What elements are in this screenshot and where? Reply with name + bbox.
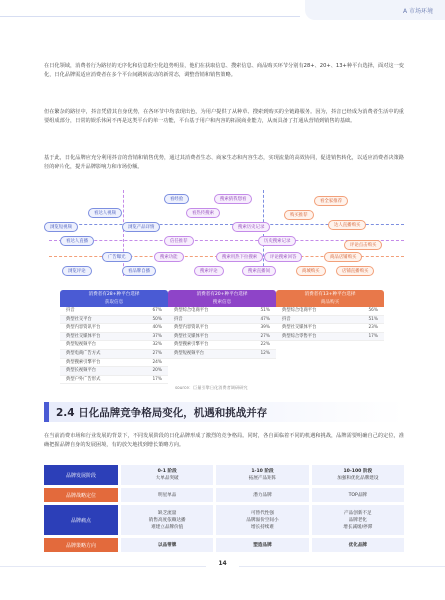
path-bubble: 搜索猜我想看 (214, 194, 252, 204)
grid-cell-line: 增长减缓/停滞 (343, 524, 373, 530)
paragraph-1: 在日化领域，消费者行为路径的无序化和信息粉尘化趋势明显，他们在获取信息、搜索信息、商品购买环节分别有28+、20+、13+种平台选择，面对这一变化，日化品牌需适应消费者在多个平台间跳转流动的新常态，调整营销和销售策略。 (44, 63, 404, 79)
grid-row (44, 505, 404, 535)
path-bubble: 看品牌自播 (122, 266, 156, 276)
grid-cell-line: 品牌老化 (348, 517, 368, 523)
grid-row-label: 品牌发展阶段 (44, 465, 118, 485)
table-row (60, 333, 168, 342)
grid-cell-line: 品牌溢价空间小 (246, 517, 279, 523)
grid-row-label: 品牌策略方向 (44, 538, 118, 552)
table-search-info (168, 290, 276, 359)
grid-row (44, 538, 404, 552)
table-subtitle: 搜索信息 (212, 300, 232, 305)
table-row (60, 316, 168, 325)
path-bubble: 浏览产品详情 (122, 222, 160, 232)
row-platform: 典型短视频平台 (66, 342, 97, 348)
row-share: 51% (260, 308, 270, 313)
row-platform: 典型社交媒体平台 (282, 325, 317, 331)
table-row (168, 341, 276, 350)
section-title: 2.4 日化品牌竞争格局变化，机遇和挑战并存 (56, 407, 268, 419)
path-bubble: 搜索用热下拉搜索 (216, 252, 263, 262)
table-get-info (60, 290, 168, 384)
path-bubble: 达人直播购买 (328, 220, 366, 230)
page-header (0, 0, 445, 20)
path-bubble: 购买推荐 (284, 210, 314, 220)
grid-cell-line: 优化品牌 (348, 542, 368, 548)
grid-row-label: 品牌痛点 (44, 505, 118, 535)
header-rule (0, 16, 300, 17)
path-bubble: 看达人视频 (88, 208, 122, 218)
grid-cell (216, 505, 308, 535)
path-bubble: 看热传搜索 (186, 208, 220, 218)
brand-stage-grid (44, 465, 404, 555)
row-platform: 典型户外广告形式 (66, 376, 101, 382)
row-platform: 抖音 (66, 308, 75, 313)
row-share: 32% (152, 342, 162, 348)
table-row (60, 324, 168, 333)
grid-cell-line: 产品创新不足 (344, 510, 372, 516)
table-row (168, 333, 276, 342)
grid-row-label: 品牌战略定位 (44, 488, 118, 502)
table-title: 消费者有28+种平台选择 (88, 292, 140, 297)
grid-cell (312, 465, 404, 485)
table-row (168, 324, 276, 333)
grid-cell (216, 538, 308, 552)
path-bubble: 看经验 (164, 194, 189, 204)
path-bubble: 店铺直播购买 (336, 266, 374, 276)
row-platform: 典型社交媒体平台 (66, 333, 101, 339)
grid-cell-line: 加强和优化品牌建设 (337, 476, 379, 481)
row-share: 24% (152, 359, 162, 365)
row-share: 37% (152, 333, 162, 339)
row-share: 20% (152, 368, 162, 374)
row-platform: 典型搜索引擎平台 (66, 359, 101, 365)
table-row (60, 307, 168, 316)
path-bubble: 评论点击购买 (344, 240, 382, 250)
table-row (60, 341, 168, 350)
path-bubble: 看达人直播 (60, 236, 94, 246)
grid-cell-line: 1-10 阶段 (251, 469, 274, 474)
row-share: 67% (152, 308, 162, 313)
grid-cell (121, 488, 213, 502)
header-label: A 市场环境 (402, 7, 433, 15)
grid-row (44, 465, 404, 485)
table-subtitle: 获取信息 (104, 300, 124, 305)
row-platform: 典型电商广告方式 (66, 350, 101, 356)
path-connector (263, 190, 264, 276)
row-share: 23% (368, 325, 378, 331)
path-bubble: 商品店铺购买 (324, 252, 362, 262)
table-row (168, 350, 276, 359)
row-platform: 典型综合电商平台 (282, 308, 317, 313)
source-note: source：巨量引擎日化消费者调研研究 (175, 385, 248, 390)
row-share: 51% (368, 316, 378, 322)
row-platform: 典型社交媒体平台 (174, 333, 209, 339)
grid-cell-line: 销售高度依赖达播 (148, 517, 186, 523)
grid-cell (216, 465, 308, 485)
path-bubble: 搜索历史记录 (232, 222, 270, 232)
table-row (60, 350, 168, 359)
table-row (60, 376, 168, 385)
table-row (168, 316, 276, 325)
grid-cell-line: 塑造品牌 (253, 542, 272, 548)
table-row (168, 307, 276, 316)
row-platform: 典型长视频平台 (66, 368, 97, 374)
table-header (168, 290, 276, 307)
grid-cell-line: 拓展产品矩阵 (248, 476, 277, 481)
grid-cell (312, 488, 404, 502)
grid-cell-line: 增长持续难 (251, 524, 274, 530)
grid-cell-line: 潜力品牌 (253, 492, 272, 498)
row-share: 50% (152, 316, 162, 322)
row-platform: 典型搜索引擎平台 (174, 342, 209, 348)
grid-cell-line: 难建立品牌价值 (151, 524, 184, 530)
page-number: 14 (218, 560, 227, 567)
path-bubble: 浏览短视频 (44, 222, 78, 232)
table-row (276, 324, 384, 333)
table-purchase (276, 290, 384, 341)
row-platform: 抖音 (282, 316, 291, 322)
row-share: 17% (368, 333, 378, 339)
table-title: 消费者有13+种平台选择 (304, 292, 356, 297)
table-row (276, 307, 384, 316)
row-platform: 典型短视频平台 (174, 350, 205, 356)
row-share: 12% (260, 350, 270, 356)
path-bubble: 浏览评论 (62, 266, 92, 276)
paragraph-3: 基于此，日化品牌应充分利用抖音的营销和销售优势，通过其消费者生态、商家生态和内容生态，实现流量的高效协同，促进销售转化，以适应消费者决策路径的碎片化，提升品牌影响力和市场份额。 (44, 155, 404, 171)
grid-cell-line: 0-1 阶段 (157, 469, 177, 474)
row-share: 40% (152, 325, 162, 331)
row-share: 17% (152, 376, 162, 382)
row-share: 56% (368, 308, 378, 313)
row-share: 39% (260, 325, 270, 331)
table-header (276, 290, 384, 307)
table-row (276, 316, 384, 325)
row-platform: 典型综合电商平台 (174, 308, 209, 313)
paragraph-2: 但在繁杂的路径中，抖音凭借其自身优势，在各环节中均表现出色，为用户提供了从种草、搜索到购买的全链路服务。因为，抖音已经成为消费者生活中的重要组成部分，日常的娱乐休闲不再是这类平台的单一功能，平台基于用户和内容的拓展商业能力，从而具备了打通从营销到销售的基础。 (44, 109, 404, 125)
path-bubble: 信任推荐 (164, 236, 194, 246)
row-platform: 典型综合零售平台 (282, 333, 317, 339)
table-subtitle: 商品购买 (320, 300, 340, 305)
section-paragraph: 在当前消费市场和行业发展的背景下，不同发展阶段的日化品牌形成了激烈的竞争格局。同时，各自面临着不同的机遇和挑战，品牌需要明确自己的定位，准确把握品牌自身的发展困境，有的放矢地找到增长策略方向。 (44, 433, 404, 449)
grid-cell (216, 488, 308, 502)
grid-cell-line: 可替代性强 (251, 510, 274, 516)
row-share: 47% (260, 316, 270, 322)
path-bubble-diagram (44, 190, 406, 278)
path-bubble: 商城购买 (296, 266, 326, 276)
grid-cell-line: TOP品牌 (348, 492, 368, 498)
grid-row (44, 488, 404, 502)
grid-cell-line: 10-100 阶段 (343, 469, 373, 474)
header-tab (305, 0, 445, 20)
table-row (60, 367, 168, 376)
row-platform: 典型社交平台 (66, 316, 92, 322)
grid-cell (121, 505, 213, 535)
row-share: 27% (260, 333, 270, 339)
row-share: 27% (152, 350, 162, 356)
grid-cell-line: 缺乏流量 (157, 510, 177, 516)
path-bubble: 搜索直播间 (242, 266, 276, 276)
grid-cell (121, 465, 213, 485)
path-bubble: 搜索功能 (154, 252, 184, 262)
row-platform: 抖音 (174, 316, 183, 322)
grid-cell (121, 538, 213, 552)
table-title: 消费者有20+种平台选择 (196, 292, 248, 297)
path-bubble: 广告曝光 (102, 252, 132, 262)
path-bubble: 看全家推荐 (314, 196, 348, 206)
row-share: 22% (260, 342, 270, 348)
path-bubble: 搜索评论 (194, 266, 224, 276)
table-row (276, 333, 384, 342)
grid-cell-line: 明星单品 (157, 492, 177, 498)
grid-cell (312, 505, 404, 535)
section-heading (44, 402, 404, 422)
table-row (60, 359, 168, 368)
path-connector (123, 190, 124, 276)
grid-cell-line: 大单品突破 (155, 476, 179, 481)
grid-cell (312, 538, 404, 552)
row-platform: 典型内容资讯平台 (66, 325, 101, 331)
path-bubble: 历史搜索记录 (258, 236, 296, 246)
path-bubble: 评论搜索回答 (264, 252, 302, 262)
row-platform: 典型内容资讯平台 (174, 325, 209, 331)
table-header (60, 290, 168, 307)
grid-cell-line: 以品带牌 (157, 542, 177, 548)
